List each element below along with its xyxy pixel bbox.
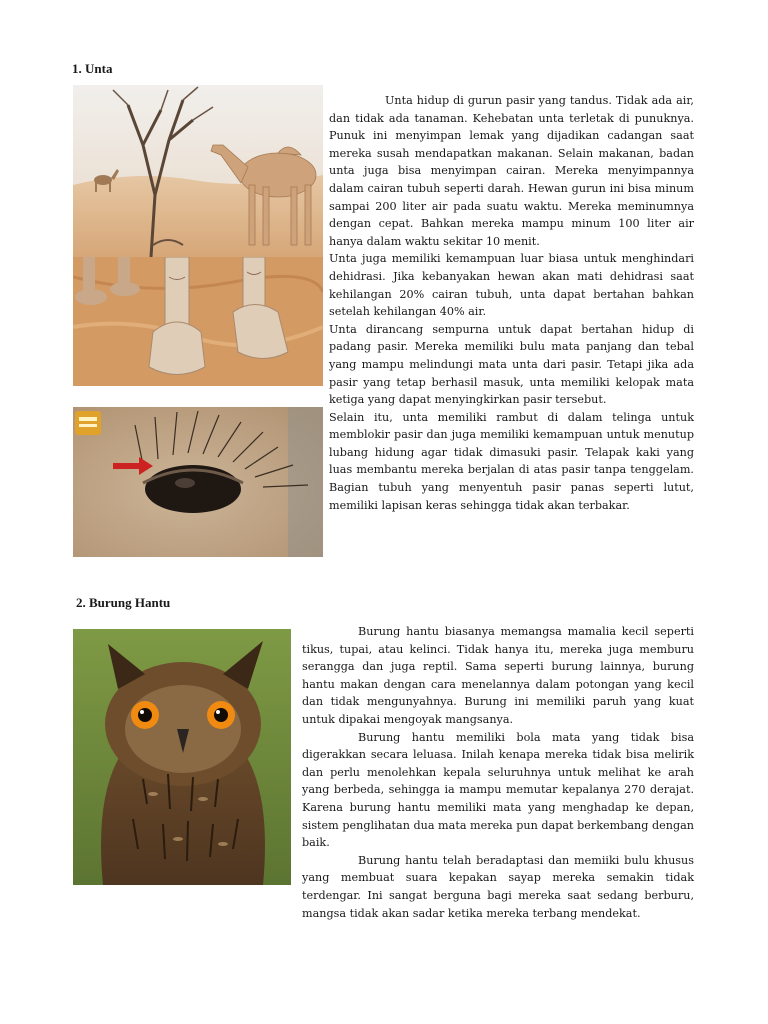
section-heading-unta: 1. Unta — [72, 61, 113, 76]
owl-photo — [73, 629, 291, 885]
unta-text — [329, 92, 694, 514]
paragraph: Unta hidup di gurun pasir yang tandus. Tidak ada air, dan tidak ada tanaman. Kehebatan unta terletak di punuknya. Punuk ini menyimpan lemak yang dijadikan cadangan saat mereka susah mendapatkan makanan. Selain makanan, badan unta juga bisa menyimpan cairan. Mereka menyimpannya dalam cairan tubuh seperti darah. Hewan gurun ini bisa minum sampai 200 liter air pada suatu waktu. Mereka meminumnya dengan cepat. Bahkan mereka mampu minum 100 liter air hanya dalam waktu sekitar 10 menit. — [329, 94, 694, 248]
logo-badge-icon — [75, 411, 101, 435]
burung-hantu-text — [302, 623, 694, 922]
section-heading-burung-hantu: 2. Burung Hantu — [76, 595, 171, 610]
paragraph: Selain itu, unta memiliki rambut di dalam telinga untuk memblokir pasir dan juga memiliki kemampuan untuk menutup lubang hidung agar tidak dimasuki pasir. Telapak kaki yang luas membantu mereka berjalan di atas pasir tanpa tenggelam. Bagian tubuh yang menyentuh pasir panas seperti lutut, memiliki lapisan keras sehingga tidak akan terbakar. — [329, 410, 694, 512]
camel-feet-photo — [73, 257, 323, 386]
paragraph: Unta dirancang sempurna untuk dapat bertahan hidup di padang pasir. Mereka memiliki bulu mata panjang dan tebal yang mampu melindungi mata unta dari pasir. Tetapi jika ada pasir yang tetap berhasil masuk, unta memiliki kelopak mata ketiga yang dapat menyingkirkan pasir tersebut. — [329, 322, 694, 407]
paragraph: Burung hantu biasanya memangsa mamalia kecil seperti tikus, tupai, atau kelinci. Tidak hanya itu, mereka juga memburu serangga dan juga reptil. Sama seperti burung lainnya, burung hantu makan dengan cara menelannya dalam potongan yang kecil dan tidak mengunyahnya. Burung ini memiliki paruh yang kuat untuk dipakai mengoyak mangsanya. — [302, 625, 694, 726]
camel-eye-photo — [73, 407, 323, 557]
paragraph: Burung hantu telah beradaptasi dan memiiki bulu khusus yang membuat suara kepakan sayap mereka semakin tidak terdengar. Ini sangat berguna bagi mereka saat sedang berburu, mangsa tidak akan sadar ketika mereka terbang mendekat. — [302, 853, 694, 920]
paragraph: Burung hantu memiliki bola mata yang tidak bisa digerakkan secara leluasa. Inilah kenapa mereka tidak bisa melirik dan perlu menolehkan kepala seluruhnya untuk melihat ke arah yang berbeda, sehingga ia mampu memutar kepalanya 270 derajat. Karena burung hantu memiliki mata yang menghadap ke depan, sistem penglihatan dua mata mereka pun dapat berkembang dengan baik. — [302, 730, 695, 850]
camel-desert-photo — [73, 85, 323, 257]
paragraph: Unta juga memiliki kemampuan luar biasa untuk menghindari dehidrasi. Jika kebanyakan hewan akan mati dehidrasi saat kehilangan 20% cairan tubuh, unta dapat bertahan bahkan setelah kehilangan 40% air. — [329, 252, 694, 319]
